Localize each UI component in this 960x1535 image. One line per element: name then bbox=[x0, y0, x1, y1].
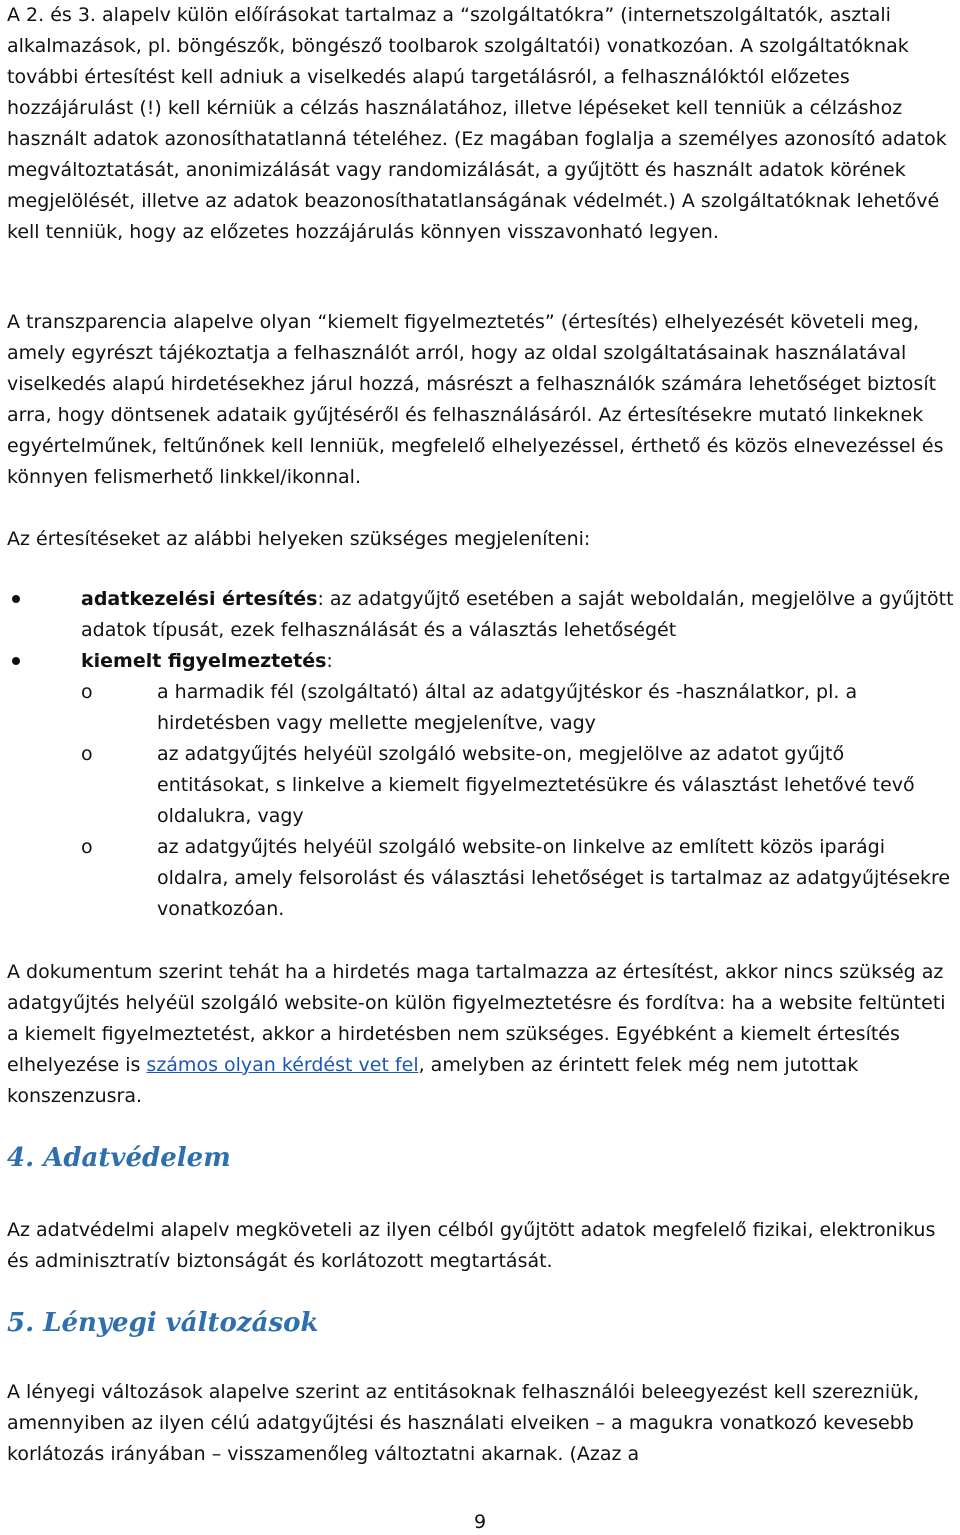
notice-locations-list bbox=[7, 584, 957, 925]
list-item bbox=[7, 646, 957, 925]
paragraph-material-changes: A lényegi változások alapelve szerint az entitásoknak felhasználói beleegyezést kell szerezniük, amennyiben az ilyen célú adatgyűjtési és használati elveiken – a magukra vonatkozó kevesebb korlátozás irányában – visszamenőleg változtatni akarnak. (Azaz a bbox=[7, 1381, 920, 1465]
issues-link[interactable]: számos olyan kérdést vet fel bbox=[146, 1054, 419, 1076]
sub-list-item bbox=[81, 677, 957, 739]
paragraph-summary bbox=[7, 957, 957, 1112]
circle-bullet-icon: o bbox=[81, 681, 93, 703]
section-heading-material-changes: 5. Lényegi változások bbox=[7, 1308, 319, 1338]
bullet-icon bbox=[12, 595, 20, 603]
summary-text-before: A dokumentum szerint tehát ha a hirdetés maga tartalmazza az értesítést, akkor nincs szükség az adatgyűjtés helyéül szolgáló website-on külön figyelmeztetésre és fordítva: ha a website feltünteti a kiemelt figyelmeztetést, akkor a hirdetésben nem szükséges. Egyébként a kiemelt értesítés elhelyezése is bbox=[7, 961, 946, 1076]
paragraph-consent: A 2. és 3. alapelv külön előírásokat tartalmaz a “szolgáltatókra” (internetszolgáltatók, asztali alkalmazások, pl. böngészők, böngésző toolbarok szolgáltatói) vonatkozóan. A szolgáltatóknak további értesítést kell adniuk a viselkedés alapú targetálásról, a felhasználóktól előzetes hozzájárulást (!) kell kérniük a célzás használatához, illetve lépéseket kell tenniük a célzáshoz használt adatok azonosíthatatlanná tételéhez. (Ez magában foglalja a személyes azonosító adatok megváltoztatását, anonimizálását vagy randomizálását, a gyűjtött és használt adatok körének megjelölését, illetve az adatok beazonosíthatatlanságának védelmét.) A szolgáltatóknak lehetővé kell tenniük, hogy az előzetes hozzájárulás könnyen visszavonható legyen. bbox=[7, 4, 947, 243]
paragraph-notice-locations: Az értesítéseket az alábbi helyeken szükséges megjeleníteni: bbox=[7, 528, 591, 550]
list-item-text: : bbox=[326, 650, 333, 672]
sub-list-item-text: az adatgyűjtés helyéül szolgáló website-on, megjelölve az adatot gyűjtő entitásokat, s linkelve a kiemelt figyelmeztetésükre és választást lehetővé tevő oldalukra, vagy bbox=[157, 743, 915, 827]
page-number: 9 bbox=[473, 1511, 487, 1533]
sub-list-item bbox=[81, 832, 957, 925]
list-item-term: kiemelt figyelmeztetés bbox=[81, 650, 327, 672]
circle-bullet-icon: o bbox=[81, 743, 93, 765]
section-heading-data-protection: 4. Adatvédelem bbox=[7, 1143, 231, 1173]
list-item-term: adatkezelési értesítés bbox=[81, 588, 318, 610]
sub-list bbox=[81, 677, 957, 925]
bullet-icon bbox=[12, 657, 20, 665]
list-item-text: : az adatgyűjtő esetében a saját weboldalán, megjelölve a gyűjtött adatok típusát, ezek felhasználását és a választás lehetőségét bbox=[81, 588, 954, 641]
sub-list-item bbox=[81, 739, 957, 832]
paragraph-transparency: A transzparencia alapelve olyan “kiemelt figyelmeztetés” (értesítés) elhelyezését követeli meg, amely egyrészt tájékoztatja a felhasználót arról, hogy az oldal szolgáltatásainak használatával viselkedés alapú hirdetésekhez járul hozzá, másrészt a felhasználók számára lehetőséget biztosít arra, hogy döntsenek adataik gyűjtéséről és felhasználásáról. Az értesítésekre mutató linkeknek egyértelműnek, feltűnőnek kell lenniük, megfelelő elhelyezéssel, érthető és közös elnevezéssel és könnyen felismerhető linkkel/ikonnal. bbox=[7, 311, 944, 488]
circle-bullet-icon: o bbox=[81, 836, 93, 858]
paragraph-data-protection: Az adatvédelmi alapelv megköveteli az ilyen célból gyűjtött adatok megfelelő fizikai, elektronikus és adminisztratív biztonságát és korlátozott megtartását. bbox=[7, 1219, 936, 1272]
summary-text-after: , amelyben az érintett felek még nem jutottak konszenzusra. bbox=[7, 1054, 859, 1107]
sub-list-item-text: az adatgyűjtés helyéül szolgáló website-on linkelve az említett közös iparági oldalra, amely felsorolást és választási lehetőséget is tartalmaz az adatgyűjtésekre vonatkozóan. bbox=[157, 836, 951, 920]
list-item bbox=[7, 584, 957, 646]
sub-list-item-text: a harmadik fél (szolgáltató) által az adatgyűjtéskor és -használatkor, pl. a hirdetésben vagy mellette megjelenítve, vagy bbox=[157, 681, 858, 734]
